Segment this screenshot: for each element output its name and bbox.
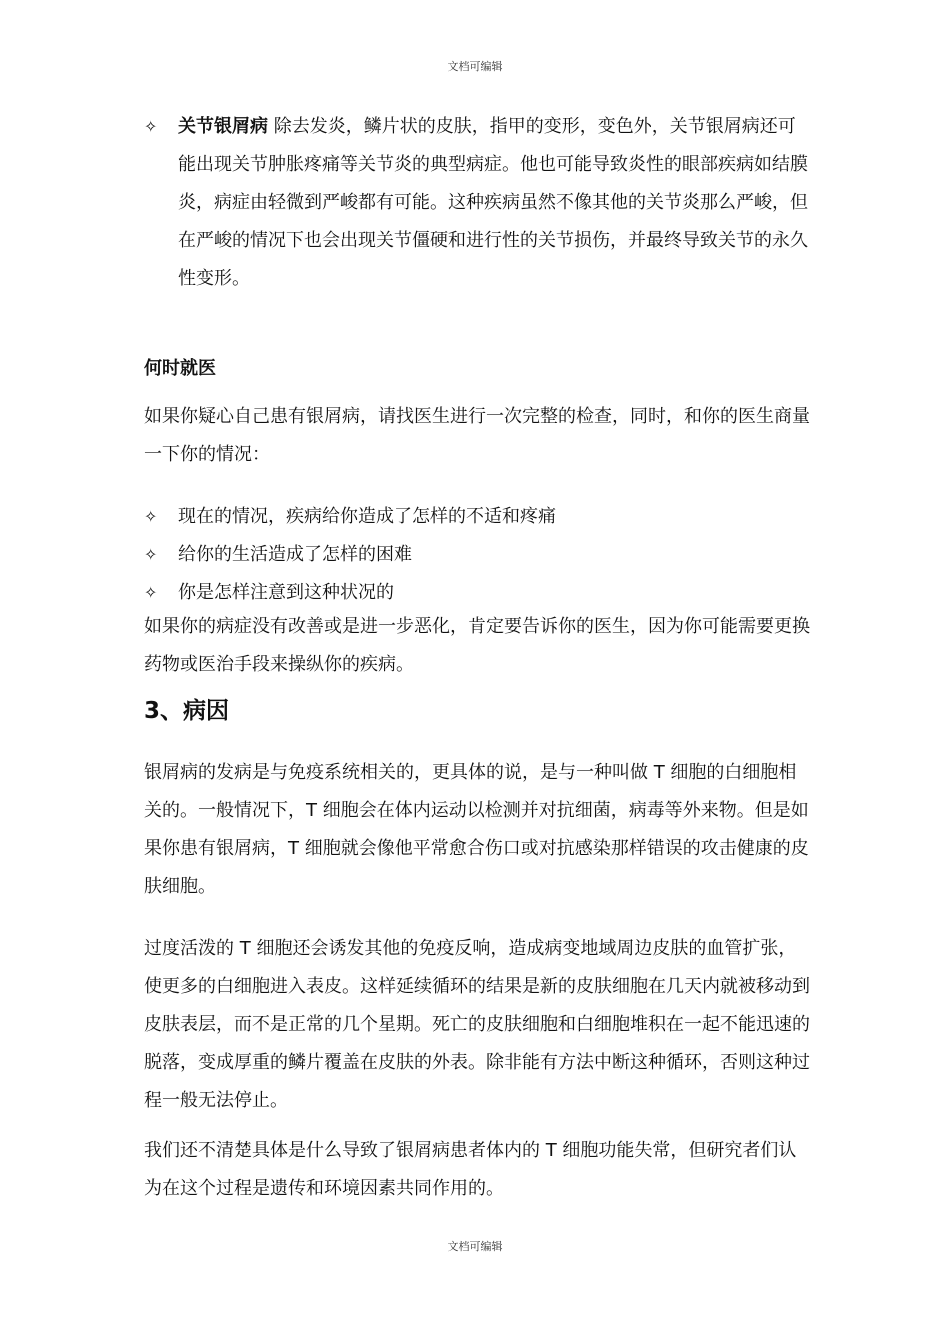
worsening-paragraph: 如果你的病症没有改善或是进一步恶化，肯定要告诉你的医生，因为你可能需要更换药物或医治手段来操纵你的疾病。 — [144, 616, 810, 675]
bullet-icon: ✧ — [144, 583, 158, 602]
bullet-icon: ✧ — [144, 545, 158, 564]
bullet-icon: ✧ — [144, 507, 158, 526]
arthritis-paragraph — [178, 108, 810, 298]
page-header: 文档可编辑 — [447, 60, 503, 73]
list-item-text: 现在的情况，疾病给你造成了怎样的不适和疼痛 — [178, 506, 556, 527]
cause-paragraph-2: 过度活泼的 T 细胞还会诱发其他的免疫反响，造成病变地域周边皮肤的血管扩张，使更多的白细胞进入表皮。这样延续循环的结果是新的皮肤细胞在几天内就被移动到皮肤表层，而不是正常的几个星期。死亡的皮肤细胞和白细胞堆积在一起不能迅速的脱落，变成厚重的鳞片覆盖在皮肤的外表。除非能有方法中断这种循环，否则这种过程一般无法停止。 — [144, 938, 810, 1111]
page-footer: 文档可编辑 — [447, 1240, 503, 1253]
list-item — [144, 574, 810, 612]
cause-paragraph-1: 银屑病的发病是与免疫系统相关的，更具体的说，是与一种叫做 T 细胞的白细胞相关的。一般情况下，T 细胞会在体内运动以检测并对抗细菌，病毒等外来物。但是如果你患有银屑病，T 细胞就会像他平常愈合伤口或对抗感染那样错误的攻击健康的皮肤细胞。 — [144, 762, 809, 897]
arthritis-term: 关节银屑病 — [178, 116, 268, 137]
causes-heading: 3、病因 — [144, 698, 230, 724]
list-item-text: 你是怎样注意到这种状况的 — [178, 582, 394, 603]
list-item — [144, 536, 810, 574]
list-item — [144, 498, 810, 536]
bullet-icon: ✧ — [144, 117, 158, 136]
intro-paragraph: 如果你疑心自己患有银屑病，请找医生进行一次完整的检查，同时，和你的医生商量一下你的情况： — [144, 406, 810, 465]
list-item-text: 给你的生活造成了怎样的困难 — [178, 544, 412, 565]
document-body — [144, 108, 810, 1208]
arthritis-text: 除去发炎，鳞片状的皮肤，指甲的变形，变色外，关节银屑病还可能出现关节肿胀疼痛等关节炎的典型病症。他也可能导致炎性的眼部疾病如结膜炎，病症由轻微到严峻都有可能。这种疾病虽然不像其他的关节炎那么严峻，但在严峻的情况下也会出现关节僵硬和进行性的关节损伤，并最终导致关节的永久性变形。 — [178, 116, 808, 289]
arthritis-bullet-paragraph — [144, 108, 810, 298]
cause-paragraph-3: 我们还不清楚具体是什么导致了银屑病患者体内的 T 细胞功能失常，但研究者们认为在这个过程是遗传和环境因素共同作用的。 — [144, 1140, 797, 1199]
when-to-see-doctor-heading: 何时就医 — [144, 358, 216, 379]
symptom-list — [144, 498, 810, 612]
